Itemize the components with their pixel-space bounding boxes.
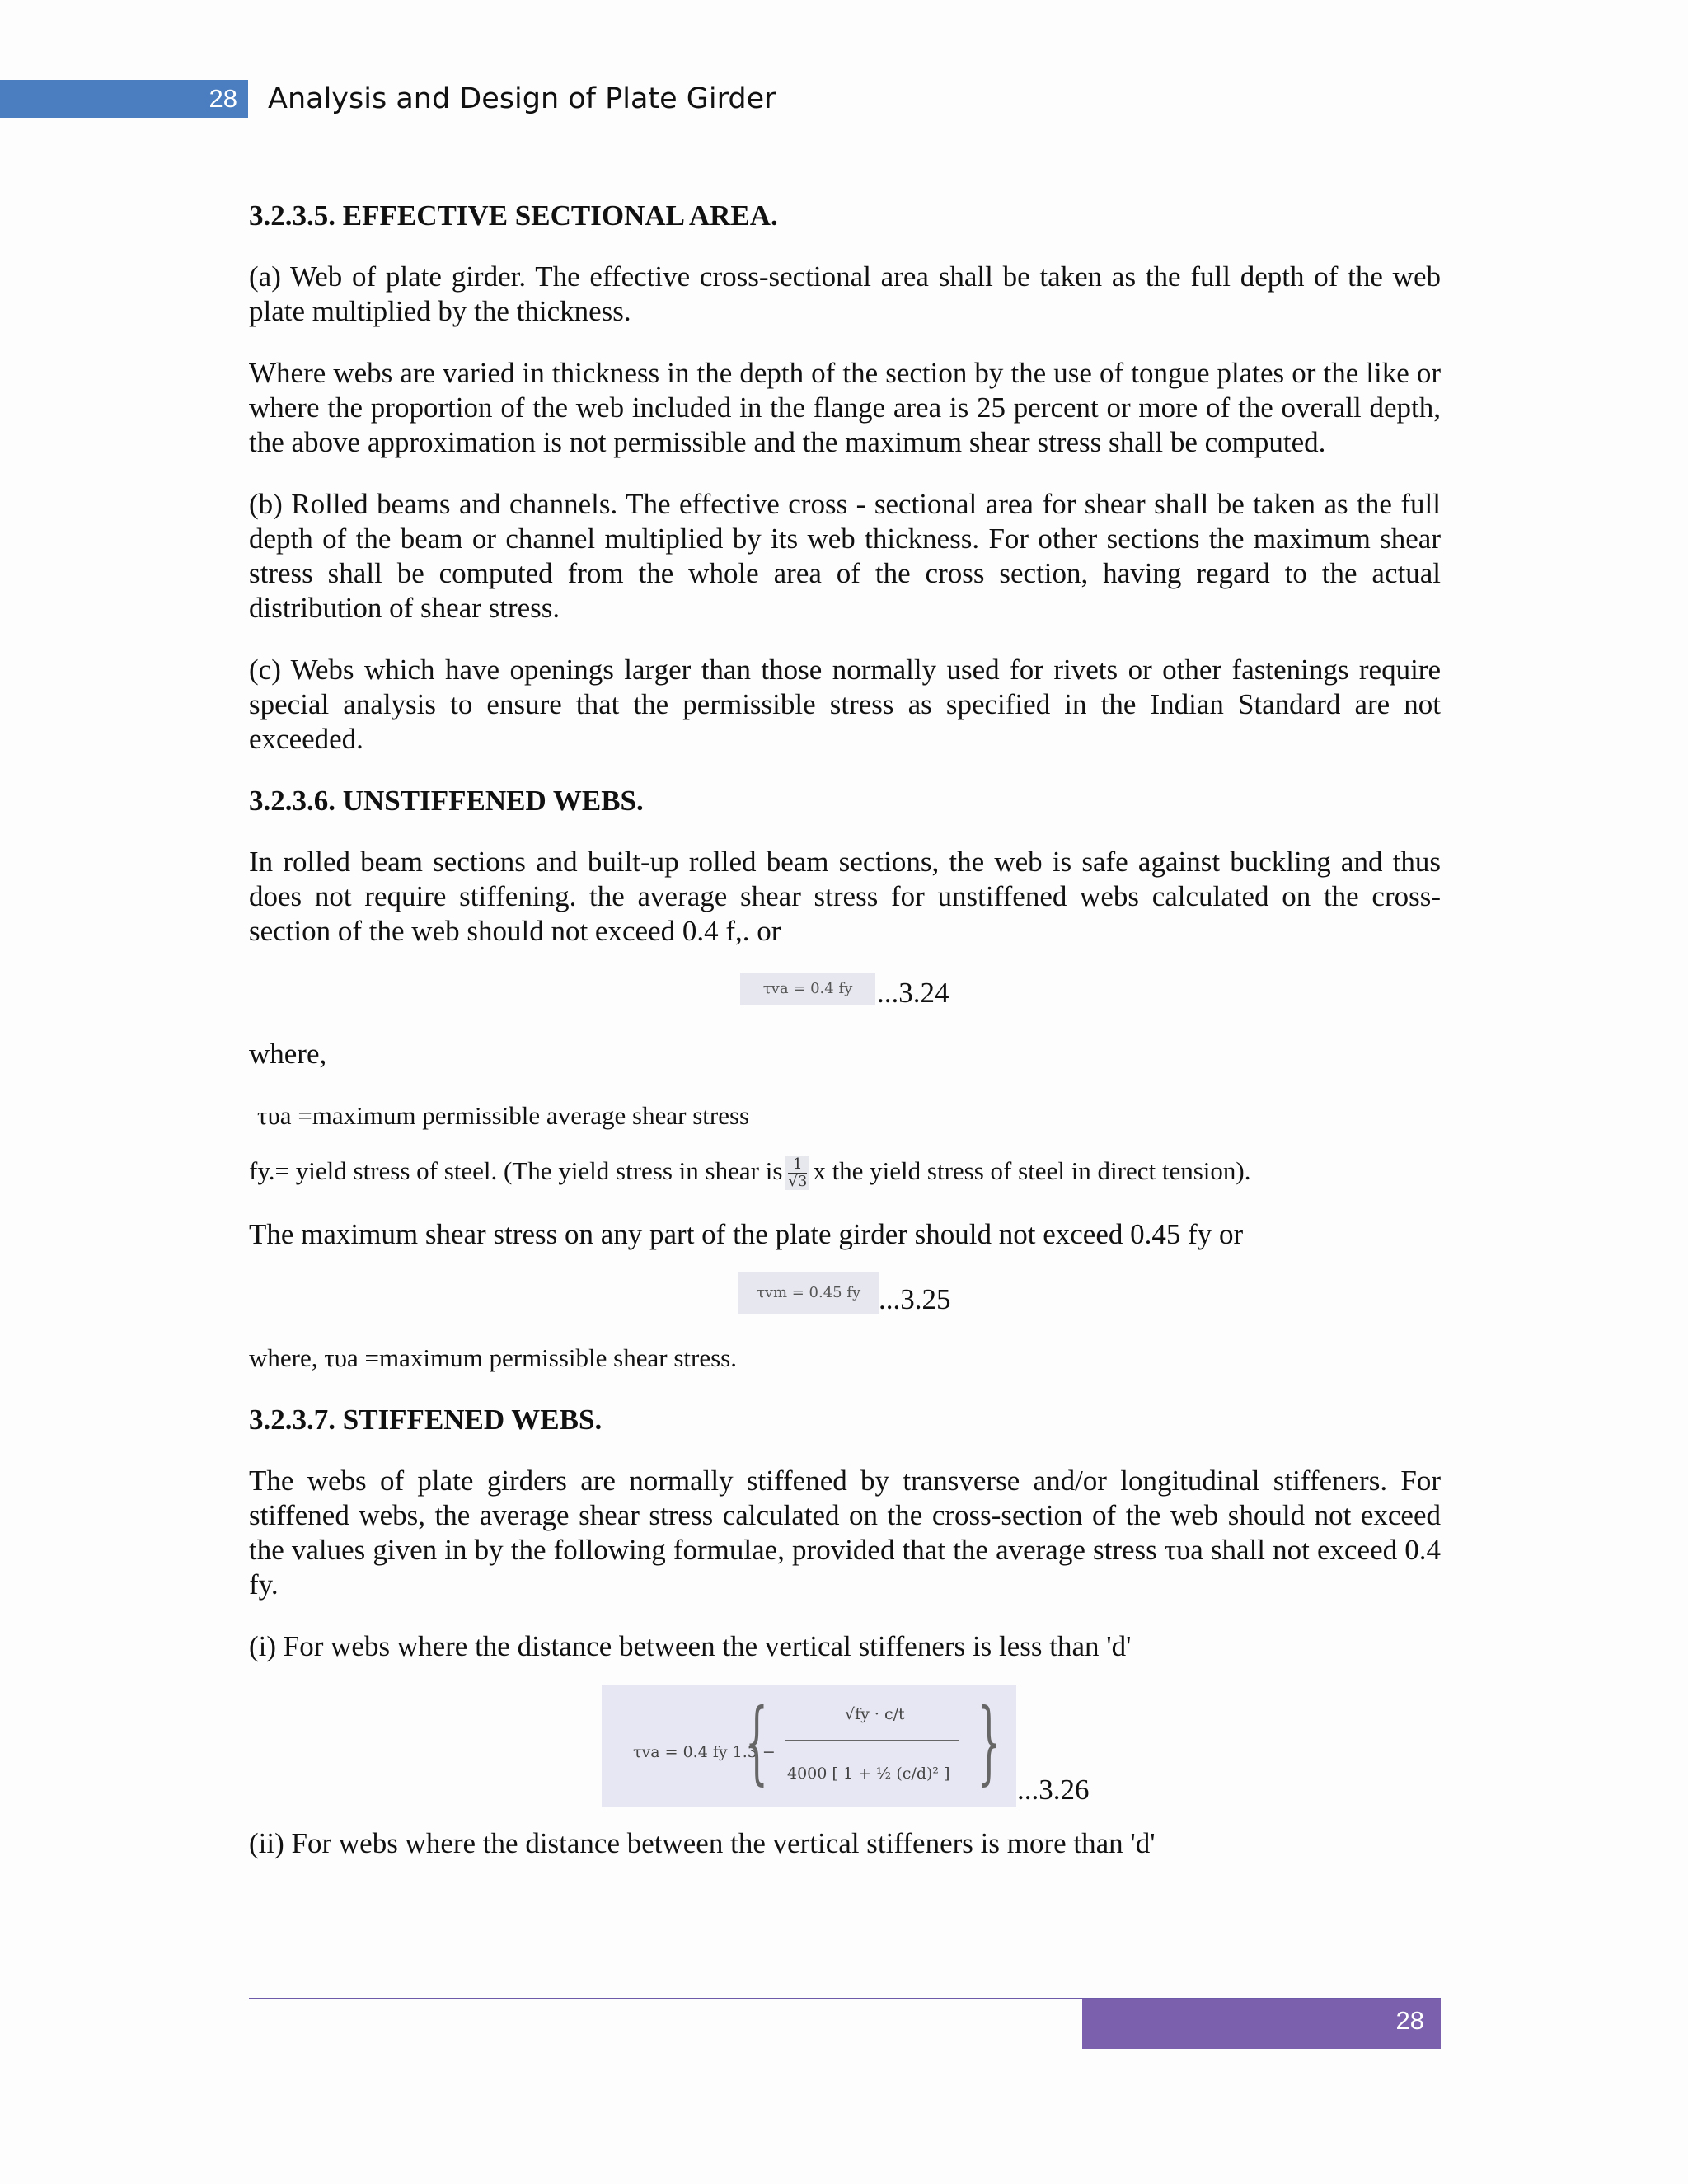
fraction-numerator: 1 — [788, 1156, 807, 1174]
where-label: where, — [249, 1038, 327, 1070]
equation-3-24-image: τva = 0.4 fy — [740, 973, 875, 1005]
equation-3-26-numerator: √fy · c/t — [845, 1705, 905, 1724]
equation-3-25-number: ...3.25 — [879, 1283, 951, 1316]
paragraph-3237-intro: The webs of plate girders are normally stiffened by transverse and/or longitudinal stiffeners. For stiffened webs, the average shear stress calculated on the cross-section of the web should not exceed the values given in by the following formulae, provided that the average stress τυa shall not exceed 0.4 fy. — [249, 1465, 1441, 1601]
heading-3237: 3.2.3.7. STIFFENED WEBS. — [249, 1404, 603, 1436]
paragraph-3237-i: (i) For webs where the distance between the vertical stiffeners is less than 'd' — [249, 1630, 1132, 1663]
equation-3-24-row — [249, 976, 1441, 1010]
header-title: Analysis and Design of Plate Girder — [268, 82, 776, 115]
paragraph-3236-max-shear: The maximum shear stress on any part of the plate girder should not exceed 0.45 fy or — [249, 1218, 1244, 1251]
page-content — [249, 199, 1441, 1888]
equation-brace-right: } — [978, 1689, 1001, 1795]
definition-tva-text: τυa =maximum permissible average shear stress — [257, 1101, 750, 1130]
fraction-one-over-root-three — [785, 1156, 809, 1190]
equation-3-26-image — [602, 1685, 1016, 1807]
header-page-number: 28 — [209, 84, 237, 113]
equation-3-26-lhs: τva = 0.4 fy 1.3 − — [633, 1743, 776, 1762]
equation-3-26-number: ...3.26 — [1017, 1774, 1090, 1807]
equation-brace-left: { — [745, 1689, 768, 1795]
equation-3-26-row — [249, 1685, 1441, 1807]
equation-3-25-image: τvm = 0.45 fy — [738, 1272, 879, 1314]
where-tva-definition: where, τυa =maximum permissible shear stress. — [249, 1343, 737, 1373]
paragraph-3235-a: (a) Web of plate girder. The effective cross-sectional area shall be taken as the full depth of the web plate multiplied by the thickness. — [249, 260, 1441, 327]
footer-page-number: 28 — [1082, 1999, 1441, 2049]
definition-tva — [249, 1099, 1441, 1133]
equation-3-26-denominator: 4000 [ 1 + ½ (c/d)² ] — [787, 1765, 950, 1783]
equation-3-24-number: ...3.24 — [877, 977, 950, 1009]
paragraph-3235-tongue-plates: Where webs are varied in thickness in the depth of the section by the use of tongue plates or the like or where the proportion of the web included in the flange area is 25 percent or more of the overall depth, the above approximation is not permissible and the maximum shear stress shall be computed. — [249, 357, 1441, 458]
paragraph-3235-c: (c) Webs which have openings larger than those normally used for rivets or other fastenings require special analysis to ensure that the permissible stress as specified in the Indian Standard are not exceeded. — [249, 654, 1441, 755]
paragraph-3237-ii: (ii) For webs where the distance between the vertical stiffeners is more than 'd' — [249, 1827, 1156, 1860]
equation-fraction-line — [785, 1740, 959, 1741]
equation-3-25-row — [249, 1279, 1441, 1314]
definition-fy-text-b: x the yield stress of steel in direct tension). — [813, 1156, 1251, 1185]
heading-3235: 3.2.3.5. EFFECTIVE SECTIONAL AREA. — [249, 199, 778, 232]
definition-fy — [249, 1154, 1441, 1190]
paragraph-3235-b: (b) Rolled beams and channels. The effective cross - sectional area for shear shall be taken as the full depth of the beam or channel multiplied by its web thickness. For other sections the maximum shear stress shall be computed from the whole area of the cross section, having regard to the actual distribution of shear stress. — [249, 488, 1441, 624]
heading-3236: 3.2.3.6. UNSTIFFENED WEBS. — [249, 785, 644, 817]
definition-fy-text-a: fy.= yield stress of steel. (The yield stress in shear is — [249, 1156, 783, 1185]
paragraph-3236-intro: In rolled beam sections and built-up rolled beam sections, the web is safe against buckling and thus does not require stiffening. the average shear stress for unstiffened webs calculated on the cross-section of the web should not exceed 0.4 f,. or — [249, 846, 1441, 947]
fraction-denominator: √3 — [788, 1173, 808, 1191]
